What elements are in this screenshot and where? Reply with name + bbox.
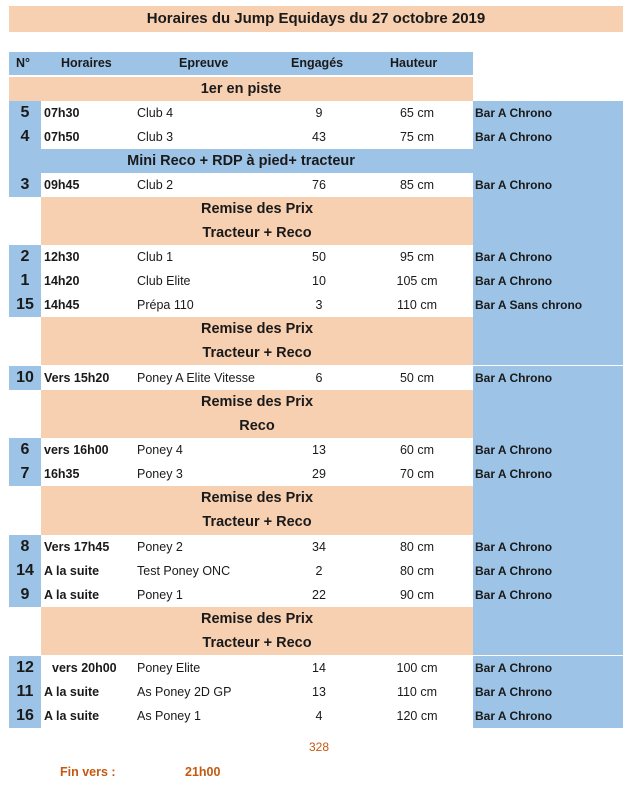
row-time: 07h30 bbox=[44, 106, 80, 120]
row-time: Vers 17h45 bbox=[44, 540, 110, 554]
row-type: Bar A Chrono bbox=[475, 443, 553, 457]
table-row bbox=[0, 125, 631, 149]
row-event: Poney Elite bbox=[137, 661, 201, 675]
row-num: 16 bbox=[16, 707, 34, 724]
row-time: Vers 15h20 bbox=[44, 371, 110, 385]
row-height: 85 cm bbox=[399, 178, 435, 192]
section-first-on-track: 1er en piste bbox=[9, 77, 473, 101]
end-time-value: 21h00 bbox=[185, 765, 221, 779]
row-entries: 9 bbox=[315, 106, 323, 120]
table-row bbox=[0, 656, 631, 680]
row-type: Bar A Chrono bbox=[475, 106, 553, 120]
row-type: Bar A Chrono bbox=[475, 564, 553, 578]
row-num: 2 bbox=[20, 248, 30, 265]
row-entries: 13 bbox=[312, 685, 326, 699]
row-event: As Poney 1 bbox=[137, 709, 201, 723]
row-type: Bar A Chrono bbox=[475, 250, 553, 264]
row-num: 6 bbox=[20, 441, 30, 458]
row-event: Test Poney ONC bbox=[137, 564, 231, 578]
row-height: 100 cm bbox=[396, 661, 438, 675]
row-entries: 10 bbox=[312, 274, 326, 288]
table-row bbox=[0, 462, 631, 486]
row-entries: 2 bbox=[315, 564, 323, 578]
row-time: A la suite bbox=[44, 564, 100, 578]
row-num: 11 bbox=[16, 683, 34, 700]
row-height: 90 cm bbox=[399, 588, 435, 602]
row-entries: 34 bbox=[312, 540, 326, 554]
row-type: Bar A Chrono bbox=[475, 685, 553, 699]
table-row bbox=[0, 293, 631, 317]
row-num: 9 bbox=[20, 586, 30, 603]
table-row bbox=[0, 438, 631, 462]
row-height: 75 cm bbox=[399, 130, 435, 144]
row-time: A la suite bbox=[44, 709, 100, 723]
row-type: Bar A Chrono bbox=[475, 178, 553, 192]
row-type: Bar A Chrono bbox=[475, 467, 553, 481]
section-prize-giving: Remise des Prix Tracteur + Reco bbox=[41, 486, 473, 535]
row-type: Bar A Chrono bbox=[475, 540, 553, 554]
row-time: 09h45 bbox=[44, 178, 80, 192]
row-event: Club 2 bbox=[137, 178, 174, 192]
row-event: Poney 4 bbox=[137, 443, 183, 457]
row-time: vers 20h00 bbox=[52, 661, 117, 675]
table-row bbox=[0, 269, 631, 293]
row-num: 12 bbox=[16, 659, 34, 676]
row-time: 12h30 bbox=[44, 250, 80, 264]
section-prize-giving: Remise des Prix Tracteur + Reco bbox=[41, 317, 473, 365]
row-entries: 3 bbox=[315, 298, 323, 312]
row-time: 07h50 bbox=[44, 130, 80, 144]
table-row bbox=[0, 245, 631, 269]
row-entries: 4 bbox=[315, 709, 323, 723]
row-type: Bar A Chrono bbox=[475, 709, 553, 723]
section-prize-giving: Remise des Prix Reco bbox=[41, 390, 473, 438]
header-event: Epreuve bbox=[179, 56, 229, 70]
section-prize-giving: Remise des Prix Tracteur + Reco bbox=[41, 607, 473, 655]
row-time: 14h45 bbox=[44, 298, 80, 312]
total-entries: 328 bbox=[308, 740, 330, 754]
row-event: Poney 3 bbox=[137, 467, 183, 481]
row-entries: 43 bbox=[312, 130, 326, 144]
row-type: Bar A Chrono bbox=[475, 371, 553, 385]
table-row bbox=[0, 173, 631, 197]
row-entries: 22 bbox=[312, 588, 326, 602]
row-time: A la suite bbox=[44, 685, 100, 699]
end-time-label: Fin vers : bbox=[60, 765, 116, 779]
row-num: 4 bbox=[20, 128, 30, 145]
row-type: Bar A Chrono bbox=[475, 130, 553, 144]
header-times: Horaires bbox=[61, 56, 112, 70]
row-height: 70 cm bbox=[399, 467, 435, 481]
row-entries: 6 bbox=[315, 371, 323, 385]
row-num: 5 bbox=[20, 104, 30, 121]
row-event: Prépa 110 bbox=[137, 298, 194, 312]
row-entries: 50 bbox=[312, 250, 326, 264]
row-height: 60 cm bbox=[399, 443, 435, 457]
row-height: 80 cm bbox=[399, 564, 435, 578]
row-num: 7 bbox=[20, 465, 30, 482]
row-event: Club Elite bbox=[137, 274, 191, 288]
row-event: Poney 2 bbox=[137, 540, 183, 554]
row-entries: 29 bbox=[312, 467, 326, 481]
section-mini-reco: Mini Reco + RDP à pied+ tracteur bbox=[9, 149, 623, 173]
row-entries: 76 bbox=[312, 178, 326, 192]
row-event: Poney 1 bbox=[137, 588, 183, 602]
row-height: 65 cm bbox=[399, 106, 435, 120]
row-time: A la suite bbox=[44, 588, 100, 602]
table-row bbox=[0, 366, 631, 390]
page-title: Horaires du Jump Equidays du 27 octobre 2019 bbox=[9, 6, 623, 32]
header-height: Hauteur bbox=[390, 56, 438, 70]
row-num: 3 bbox=[20, 176, 30, 193]
row-event: Club 4 bbox=[137, 106, 174, 120]
row-time: 16h35 bbox=[44, 467, 80, 481]
row-event: Club 1 bbox=[137, 250, 174, 264]
row-type: Bar A Chrono bbox=[475, 588, 553, 602]
section-prize-giving: Remise des Prix Tracteur + Reco bbox=[41, 197, 473, 245]
header-num: N° bbox=[16, 56, 31, 70]
table-row bbox=[0, 680, 631, 704]
row-entries: 14 bbox=[312, 661, 326, 675]
row-type: Bar A Chrono bbox=[475, 661, 553, 675]
row-height: 95 cm bbox=[399, 250, 435, 264]
row-num: 8 bbox=[20, 538, 30, 555]
row-height: 110 cm bbox=[396, 298, 438, 312]
row-event: Poney A Elite Vitesse bbox=[137, 371, 255, 385]
row-num: 14 bbox=[16, 562, 34, 579]
table-row bbox=[0, 559, 631, 583]
row-num: 10 bbox=[16, 369, 34, 386]
row-entries: 13 bbox=[312, 443, 326, 457]
row-type: Bar A Sans chrono bbox=[475, 298, 583, 312]
row-time: vers 16h00 bbox=[44, 443, 109, 457]
row-time: 14h20 bbox=[44, 274, 80, 288]
row-height: 80 cm bbox=[399, 540, 435, 554]
row-num: 15 bbox=[16, 296, 34, 313]
row-type: Bar A Chrono bbox=[475, 274, 553, 288]
row-num: 1 bbox=[20, 272, 30, 289]
row-event: Club 3 bbox=[137, 130, 174, 144]
row-height: 50 cm bbox=[399, 371, 435, 385]
table-row bbox=[0, 704, 631, 728]
row-event: As Poney 2D GP bbox=[137, 685, 232, 699]
row-height: 120 cm bbox=[396, 709, 438, 723]
table-row bbox=[0, 535, 631, 559]
row-height: 105 cm bbox=[396, 274, 438, 288]
table-header bbox=[9, 52, 473, 75]
header-entries: Engagés bbox=[291, 56, 344, 70]
table-row bbox=[0, 583, 631, 607]
table-row bbox=[0, 101, 631, 125]
row-height: 110 cm bbox=[396, 685, 438, 699]
